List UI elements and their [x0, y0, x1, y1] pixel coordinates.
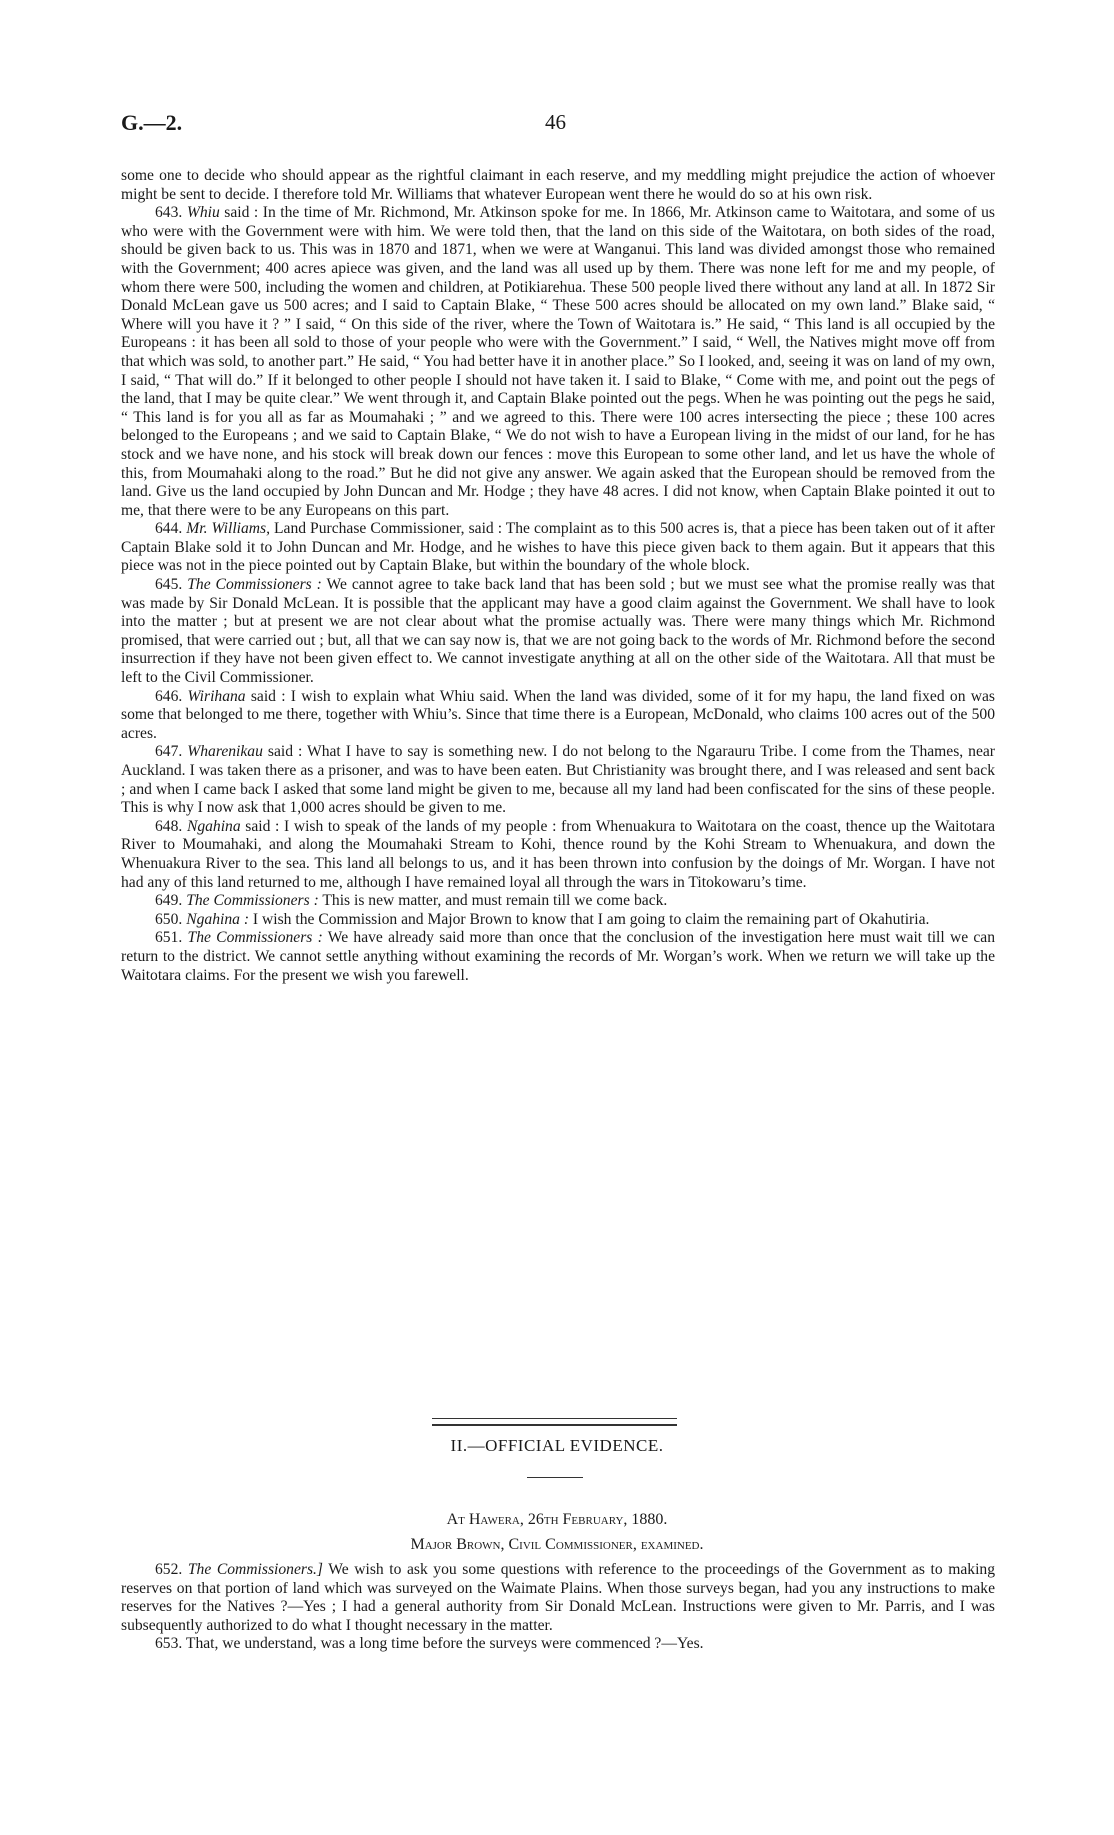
- speaker-name: Ngahina: [186, 817, 241, 835]
- speaker-name: The Commissioners :: [186, 892, 319, 910]
- speaker-name: Wharenikau: [187, 743, 263, 761]
- paragraph: some one to decide who should appear as the rightful claimant in each reserve, and my meddling might prejudice the action of whoever might be sent to decide. I therefore told Mr. Williams that whatever European went there he would do so at his own risk.: [121, 167, 995, 203]
- paragraph: 653. That, we understand, was a long time before the surveys were commenced ?—Yes.: [155, 1635, 704, 1653]
- testimony-body: [121, 167, 995, 985]
- official-evidence-body: [121, 1561, 995, 1654]
- session-line: At Hawera, 26th February, 1880.: [446, 1511, 668, 1528]
- speaker-name: Whiu: [186, 204, 220, 222]
- speaker-name: The Commissioners.]: [187, 1561, 323, 1578]
- document-reference: G.—2.: [121, 110, 183, 135]
- witness-line: Major Brown, Civil Commissioner, examined.: [410, 1536, 704, 1553]
- speaker-name: The Commissioners :: [187, 576, 322, 594]
- speaker-name: Mr. Williams,: [186, 520, 271, 538]
- section-heading: II.—OFFICIAL EVIDENCE.: [450, 1436, 664, 1455]
- speaker-name: Ngahina :: [186, 910, 250, 928]
- paragraph: 644. Mr. Williams, Land Purchase Commissioner, said : The complaint as to this 500 acres is, that a piece has been taken out of it after Captain Blake sold it to John Duncan and Mr. Hodge, and he wishes to have this piece given back to them again. But it appears that this piece was not in the piece pointed out by Captain Blake, but within the boundary of the whole block.: [121, 520, 995, 575]
- paragraph: 645. The Commissioners : We cannot agree to take back land that has been sold ; but we must see what the promise really was that was made by Sir Donald McLean. It is possible that the applicant may have a good claim against the Government. We shall have to look into the matter ; but at present we are not clear about what the promise actually was. There were many things which Mr. Richmond promised, that were carried out ; but, all that we can say now is, that we are not going back to the words of Mr. Richmond before the second insurrection if they have not been given effect to. We cannot investigate anything at all on the other side of the Waitotara. All that must be left to the Civil Commissioner.: [121, 576, 995, 687]
- heading-underline: [527, 1477, 583, 1478]
- paragraph: 648. Ngahina said : I wish to speak of the lands of my people : from Whenuakura to Waitotara on the coast, thence up the Waitotara River to Moumahaki, and along the Moumahaki Stream to Kohi, thence round by the Kohi Stream to Whenuakura, and down the Whenuakura River to the sea. This land all belongs to us, and it has been thrown into confusion by the doings of Mr. Worgan. I have not had any of this land returned to me, although I have remained loyal all through the wars in Titokowaru’s time.: [121, 817, 995, 891]
- section-divider: [432, 1418, 677, 1426]
- paragraph: 647. Wharenikau said : What I have to say is something new. I do not belong to the Ngarauru Tribe. I come from the Thames, near Auckland. I was taken there as a prisoner, and was to have been eaten. But Christianity was brought there, and I was released and sent back ; and when I came back I asked that some land might be given to me, because all my land had been confiscated for the sins of these people. This is why I now ask that 1,000 acres should be given to me.: [121, 743, 995, 817]
- paragraph: 643. Whiu said : In the time of Mr. Richmond, Mr. Atkinson spoke for me. In 1866, Mr. Atkinson came to Waitotara, and some of us who were with the Government were with him. We were told then, that the land on this side of the Waitotara, on both sides of the road, should be given back to us. This was in 1870 and 1871, when we were at Wanganui. This land was divided amongst those who remained with the Government; 400 acres apiece was given, and the land was all used up by them. There was none left for me and my people, of whom there were 500, including the women and children, at Potikiarehua. These 500 people lived there without any land at all. In 1872 Sir Donald McLean gave us 500 acres; and I said to Captain Blake, “ These 500 acres should be allocated on my own land.” Blake said, “ Where will you have it ? ” I said, “ On this side of the river, where the Town of Waitotara is.” He said, “ This land is all occupied by the Europeans : it has been all sold to those of your people who were with the Government.” I said, “ Well, the Natives might move off from that which was sold, to another part.” He said, “ You had better have it in another place.” So I looked, and, seeing it was on land of my own, I said, “ That will do.” If it belonged to other people I should not have taken it. I said to Blake, “ Come with me, and point out the pegs of the land, that I may be quite clear.” We went through it, and Captain Blake pointed out the pegs. When he was pointing out the pegs he said, “ This land is for you all as far as Moumahaki ; ” and we agreed to this. There were 100 acres intersecting the piece ; these 100 acres belonged to the Europeans ; and we said to Captain Blake, “ We do not wish to have a European living in the midst of our land, for he has stock and we have none, and his stock will break down our fences : move this European to some other land, and let us have the whole of this, from Moumahaki along to the road.” But he did not give any answer. We again asked that the European should be removed from the land. Give us the land occupied by John Duncan and Mr. Hodge ; they have 48 acres. I did not know, when Captain Blake pointed it out to me, that there were to be any Europeans on this part.: [121, 204, 995, 519]
- page-number: 46: [545, 110, 566, 134]
- paragraph: 652. The Commissioners.] We wish to ask you some questions with reference to the proceedings of the Government as to making reserves on that portion of land which was surveyed on the Waimate Plains. When those surveys began, had you any instructions to make reserves for the Natives ?—Yes ; I had a general authority from Sir Donald McLean. Instructions were given to Mr. Parris, and I was subsequently authorized to do what I thought necessary in the matter.: [121, 1561, 995, 1634]
- paragraph: 650. Ngahina : I wish the Commission and Major Brown to know that I am going to claim the remaining part of Okahutiria.: [155, 910, 930, 928]
- paragraph: 646. Wirihana said : I wish to explain what Whiu said. When the land was divided, some of it for my hapu, the land fixed on was some that belonged to me there, together with Whiu’s. Since that time there is a European, McDonald, who claims 100 acres out of the 500 acres.: [121, 687, 995, 742]
- paragraph: 651. The Commissioners : We have already said more than once that the conclusion of the investigation here must wait till we can return to the district. We cannot settle anything without examining the records of Mr. Worgan’s work. When we return we will take up the Waitotara claims. For the present we wish you farewell.: [121, 929, 996, 984]
- speaker-name: The Commissioners :: [187, 929, 323, 947]
- speaker-name: Wirihana: [187, 687, 246, 705]
- paragraph: 649. The Commissioners : This is new matter, and must remain till we come back.: [155, 892, 668, 910]
